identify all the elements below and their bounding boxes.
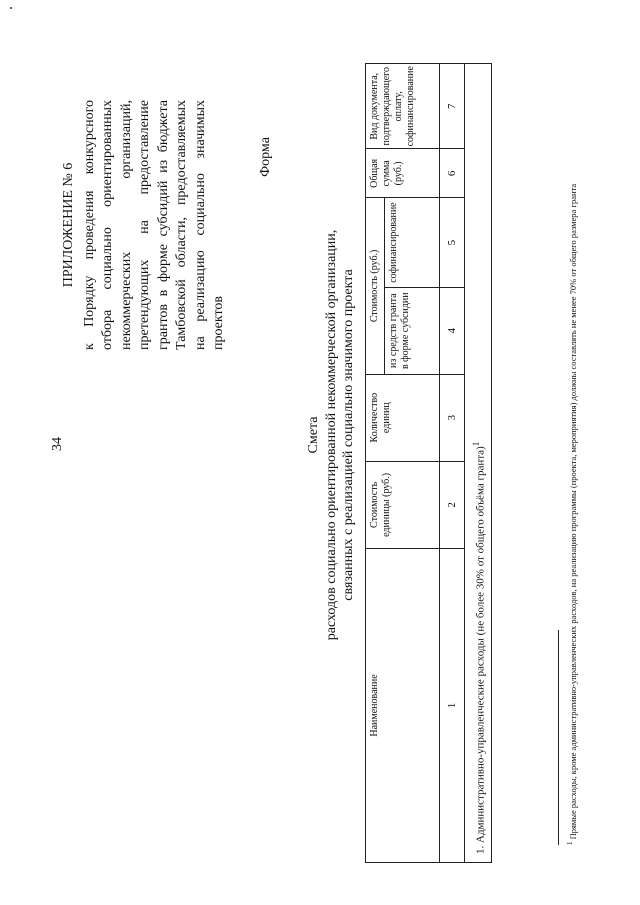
header-total: Общая сумма (руб.) xyxy=(366,149,440,198)
column-number: 2 xyxy=(440,461,465,548)
appendix-block xyxy=(60,100,229,350)
estimate-subtitle-line2: связанных с реализацией социально значимого проекта xyxy=(341,269,356,601)
appendix-text: к Порядку проведения конкурсного отбора социально ориентированных некоммерческих организаций, претендующих на предоставление грантов в форме субсидий из бюджета Тамбовской области, предоставляемых на реализацию социально значимых проектов xyxy=(81,100,226,350)
footnote-text: Прямые расходы, кроме административно-управленческих расходов, на реализацию программы (проекта, мероприятия) должны составлять не менее 70% от общего размера гранта xyxy=(567,183,578,840)
estimate-table xyxy=(365,63,492,863)
footnote xyxy=(564,45,579,845)
section-row-text: 1. Административно-управленческие расходы (не более 30% от общего объёма гранта) xyxy=(474,446,487,854)
header-cofinancing: софинансирование xyxy=(385,198,440,288)
footnote-divider xyxy=(558,630,559,845)
page-number: 34 xyxy=(50,437,65,451)
form-label: Форма xyxy=(258,137,273,177)
column-number: 7 xyxy=(440,64,465,149)
scan-speck xyxy=(10,7,12,9)
column-number: 1 xyxy=(440,548,465,862)
estimate-subtitle-line1: расходов социально ориентированной некоммерческой организации, xyxy=(323,229,339,641)
header-cost-group: Стоимость (руб.) xyxy=(366,198,385,374)
section-row xyxy=(465,64,492,863)
header-name: Наименование xyxy=(366,548,440,862)
header-document-type: Вид документа, подтверждающего оплату, софинансирование xyxy=(366,64,440,149)
footnote-mark: 1 xyxy=(566,841,574,845)
appendix-title: ПРИЛОЖЕНИЕ № 6 xyxy=(61,162,76,288)
header-grant-funds: из средств гранта в форме субсидии xyxy=(385,287,440,374)
estimate-heading xyxy=(305,215,358,655)
column-number: 4 xyxy=(440,287,465,374)
column-number: 6 xyxy=(440,149,465,198)
column-number: 3 xyxy=(440,374,465,461)
column-number: 5 xyxy=(440,198,465,288)
estimate-title: Смета xyxy=(306,416,321,454)
header-unit-cost: Стоимость единицы (руб.) xyxy=(366,461,440,548)
header-quantity: Количество единиц xyxy=(366,374,440,461)
section-footnote-mark: 1 xyxy=(470,441,481,447)
